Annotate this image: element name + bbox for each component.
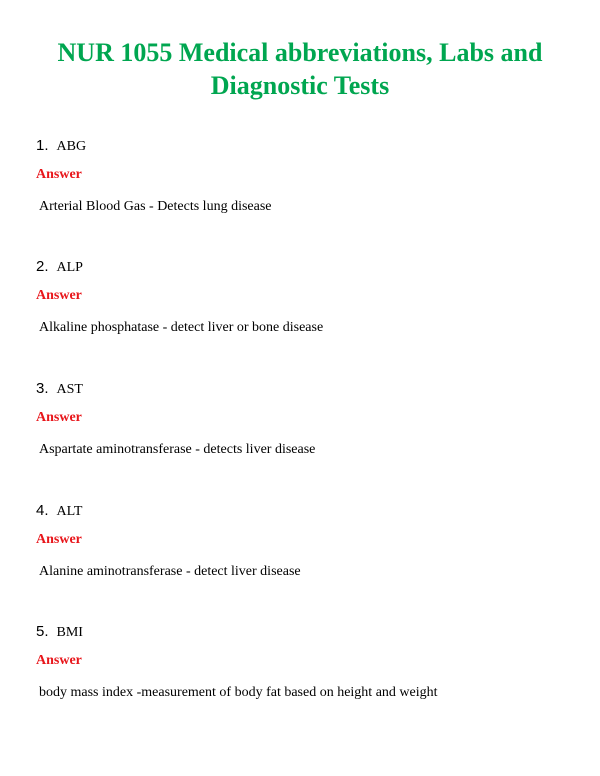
answer-text: Alkaline phosphatase - detect liver or bone disease — [39, 320, 324, 335]
question-line — [36, 137, 86, 155]
answer-text: Arterial Blood Gas - Detects lung disease — [39, 199, 272, 214]
question-number: 3. — [36, 380, 49, 397]
question-number: 2. — [36, 258, 49, 275]
question-term: BMI — [56, 625, 83, 640]
question-term: AST — [56, 382, 83, 397]
answer-label: Answer — [36, 410, 82, 425]
answer-label: Answer — [36, 167, 82, 182]
question-number: 1. — [36, 137, 49, 154]
question-number: 5. — [36, 623, 49, 640]
question-line — [36, 258, 83, 276]
answer-label: Answer — [36, 532, 82, 547]
answer-text: Alanine aminotransferase - detect liver disease — [39, 564, 301, 579]
answer-label: Answer — [36, 653, 82, 668]
answer-text: body mass index -measurement of body fat based on height and weight — [39, 685, 438, 700]
question-line — [36, 502, 82, 520]
answer-label: Answer — [36, 288, 82, 303]
question-term: ABG — [56, 139, 87, 154]
question-line — [36, 380, 83, 398]
question-term: ALP — [56, 260, 83, 275]
question-number: 4. — [36, 502, 49, 519]
document-title: NUR 1055 Medical abbreviations, Labs and Diagnostic Tests — [57, 38, 543, 100]
answer-text: Aspartate aminotransferase - detects liver disease — [39, 442, 316, 457]
question-line — [36, 623, 83, 641]
question-term: ALT — [56, 504, 83, 519]
